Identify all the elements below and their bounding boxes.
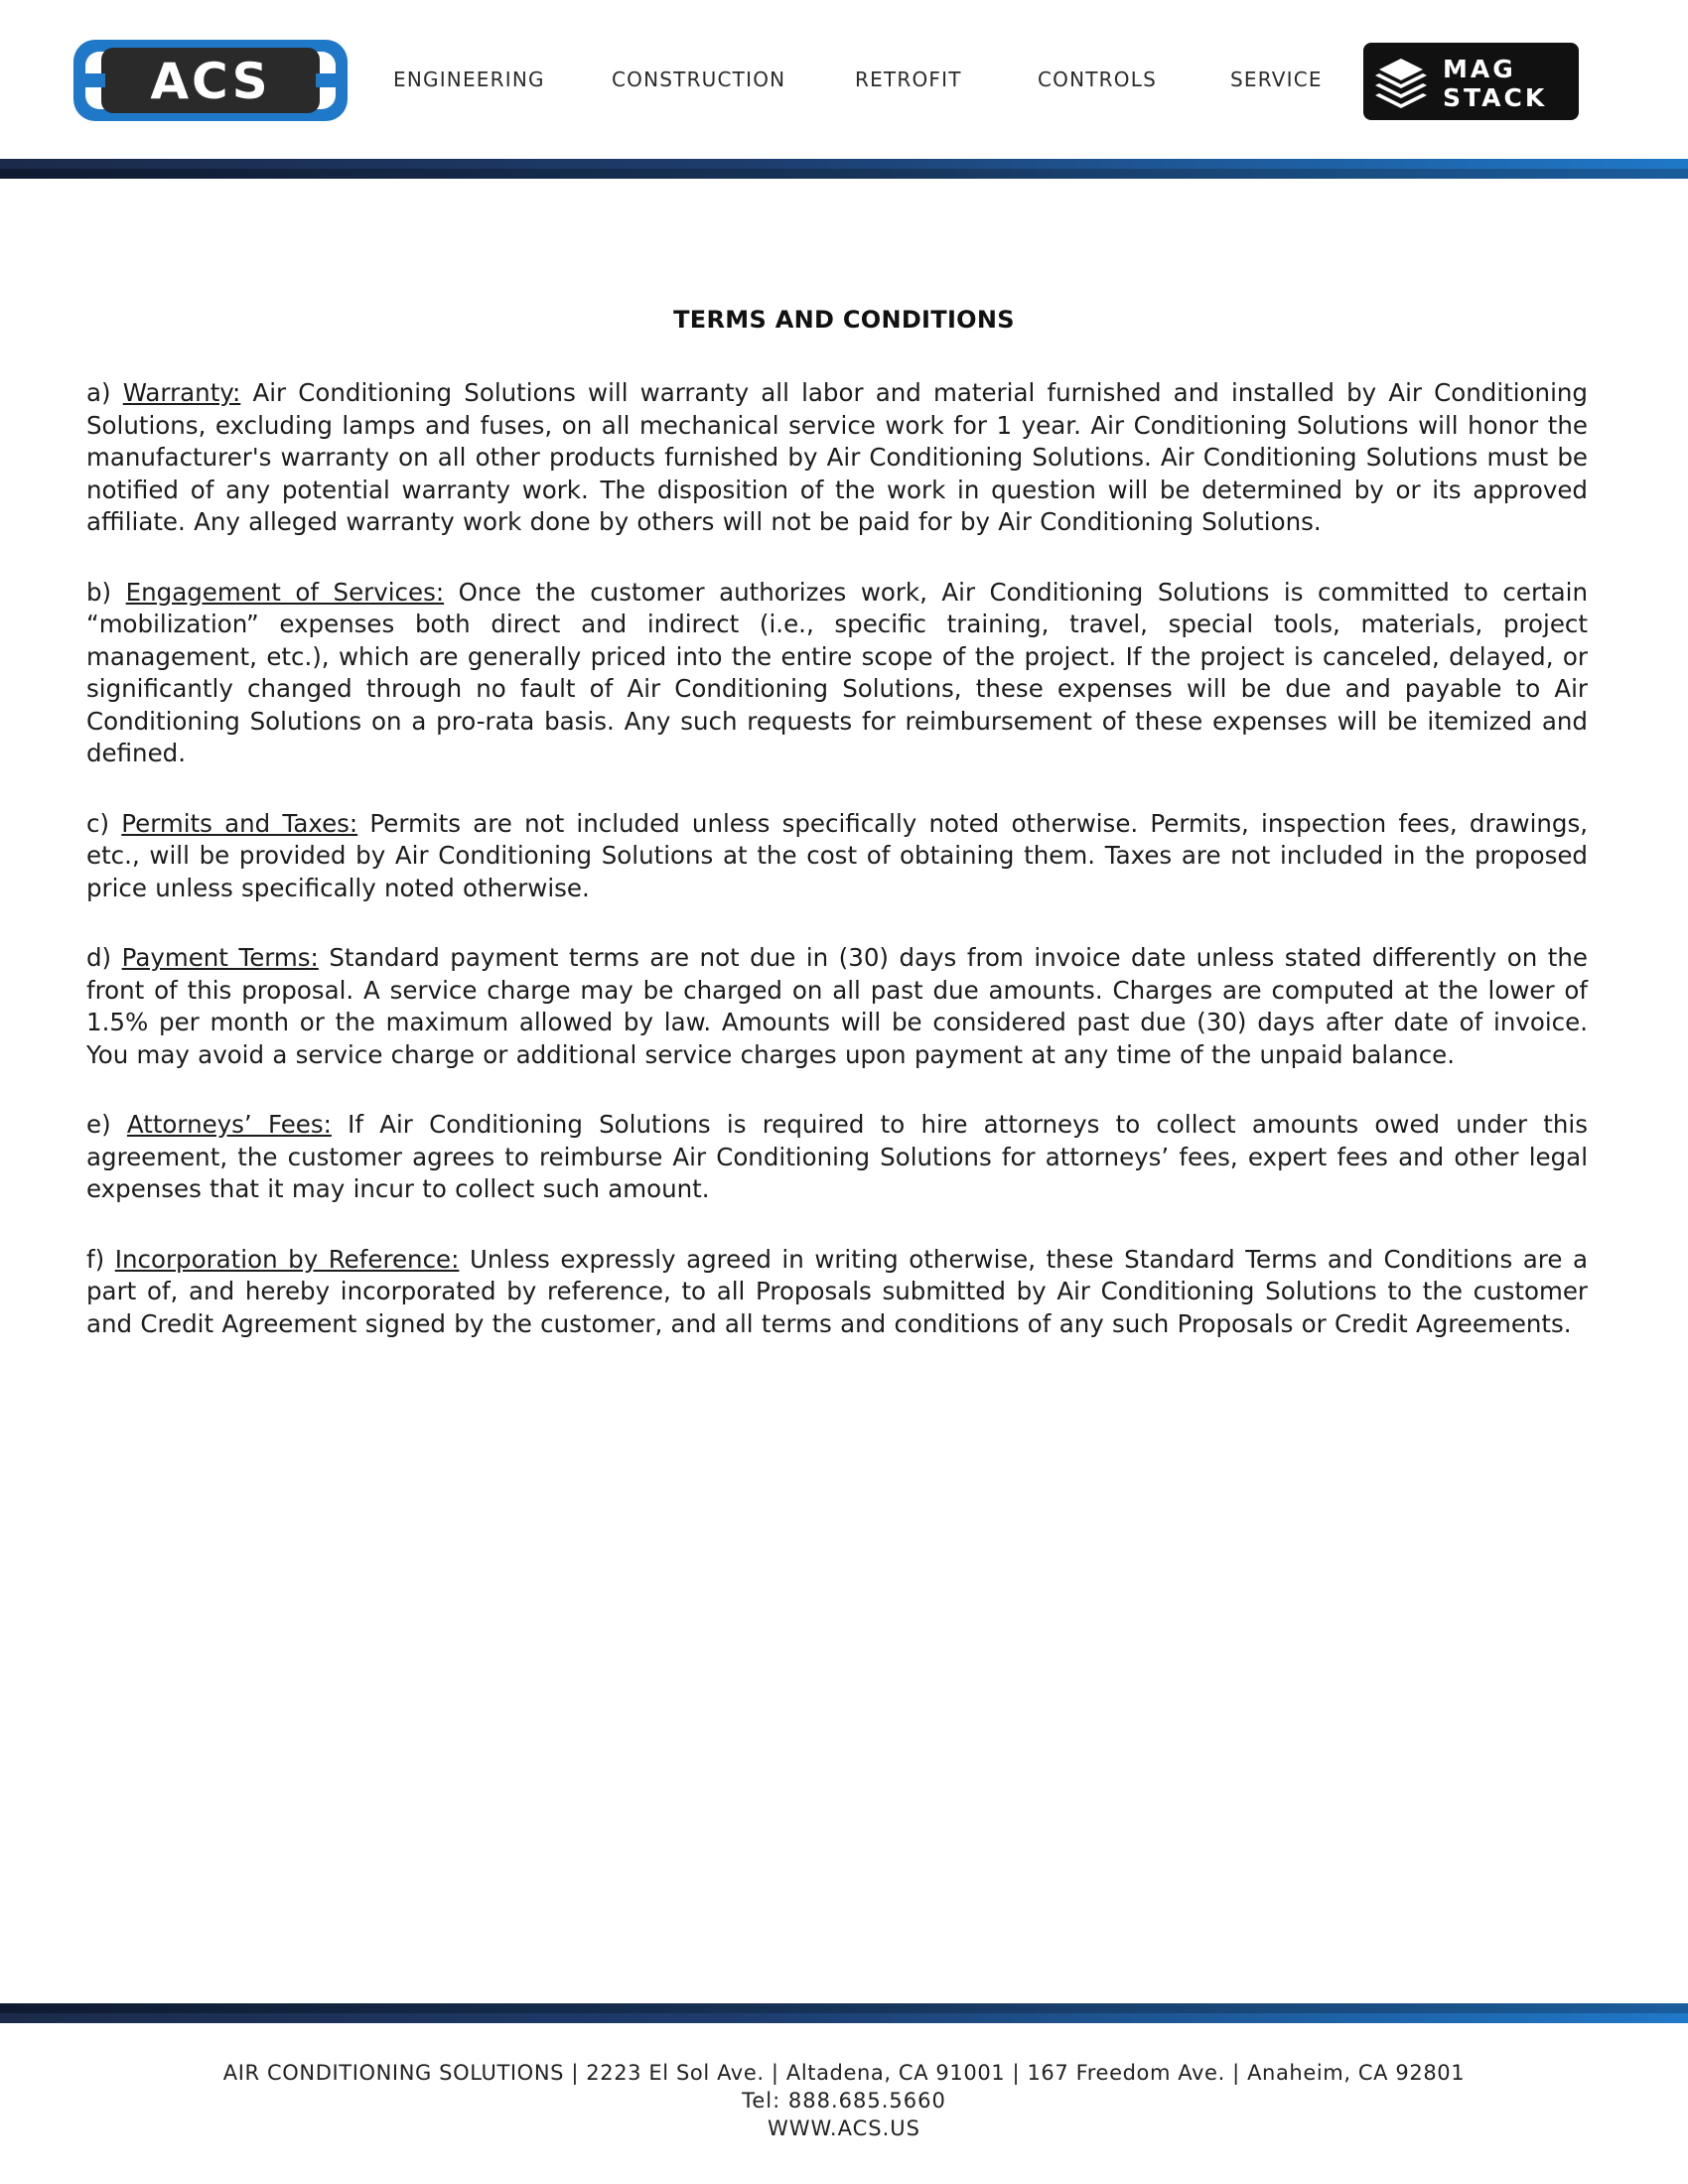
header-band-upper bbox=[0, 159, 1688, 169]
acs-logo-right-stripe bbox=[316, 73, 336, 87]
section-prefix: a) bbox=[86, 378, 111, 407]
section-heading: Payment Terms: bbox=[121, 943, 319, 972]
nav-service[interactable]: SERVICE bbox=[1230, 68, 1323, 91]
acs-logo bbox=[71, 38, 350, 123]
section-warranty bbox=[86, 377, 1588, 539]
nav-retrofit[interactable]: RETROFIT bbox=[855, 68, 962, 91]
section-incorporation bbox=[86, 1244, 1588, 1341]
footer-band-upper bbox=[0, 2003, 1688, 2013]
footer-band-lower bbox=[0, 2013, 1688, 2023]
section-heading: Warranty: bbox=[122, 378, 241, 407]
section-payment bbox=[86, 942, 1588, 1071]
page-header bbox=[0, 0, 1688, 184]
section-prefix: e) bbox=[86, 1110, 111, 1139]
section-heading: Incorporation by Reference: bbox=[114, 1244, 460, 1274]
section-heading: Engagement of Services: bbox=[125, 577, 445, 607]
section-permits bbox=[86, 808, 1588, 905]
section-body: Once the customer authorizes work, Air Conditioning Solutions is committed to certain “mobilization” expenses both direct and indirect (i.e., specific training, travel, special tools, materials, project management, etc.), which are generally priced into the entire scope of the project. If the project is canceled, delayed, or significantly changed through no fault of Air Conditioning Solutions, these expenses will be due and payable to Air Conditioning Solutions on a pro-rata basis. Any such requests for reimbursement of these expenses will be itemized and defined. bbox=[86, 577, 1588, 767]
header-band-lower bbox=[0, 169, 1688, 179]
acs-logo-text: ACS bbox=[150, 53, 271, 110]
section-prefix: c) bbox=[86, 808, 110, 838]
section-prefix: f) bbox=[86, 1244, 105, 1274]
mag-logo-line1: MAG bbox=[1443, 55, 1516, 83]
footer-address: AIR CONDITIONING SOLUTIONS | 2223 El Sol Ave. | Altadena, CA 91001 | 167 Freedom Ave. | Anaheim, CA 92801 bbox=[222, 2061, 1466, 2085]
section-heading: Permits and Taxes: bbox=[121, 808, 358, 838]
mag-logo-line2: STACK bbox=[1443, 83, 1548, 112]
section-attorneys bbox=[86, 1109, 1588, 1206]
nav-engineering[interactable]: ENGINEERING bbox=[393, 68, 545, 91]
section-engagement bbox=[86, 577, 1588, 770]
section-body: If Air Conditioning Solutions is required to hire attorneys to collect amounts owed under this agreement, the customer agrees to reimburse Air Conditioning Solutions for attorneys’ fees, expert fees and other legal expenses that it may incur to collect such amount. bbox=[86, 1110, 1589, 1203]
acs-logo-left-stripe bbox=[85, 73, 105, 87]
nav-construction[interactable]: CONSTRUCTION bbox=[612, 68, 786, 91]
section-body: Unless expressly agreed in writing otherwise, these Standard Terms and Conditions are a part of, and hereby incorporated by reference, to all Proposals submitted by Air Conditioning Solutions to the customer and Credit Agreement signed by the customer, and all terms and conditions of any such Proposals or Credit Agreements. bbox=[86, 1244, 1588, 1338]
nav-controls[interactable]: CONTROLS bbox=[1038, 68, 1157, 91]
terms-content bbox=[86, 377, 1588, 1378]
section-body: Standard payment terms are not due in (30) days from invoice date unless stated differently on the front of this proposal. A service charge may be charged on all past due amounts. Charges are computed at the lower of 1.5% per month or the maximum allowed by law. Amounts will be considered past due (30) days after date of invoice. You may avoid a service charge or additional service charges upon payment at any time of the unpaid balance. bbox=[86, 943, 1588, 1069]
mag-stack-logo bbox=[1363, 43, 1579, 120]
section-body: Air Conditioning Solutions will warranty all labor and material furnished and installed by Air Conditioning Solutions, excluding lamps and fuses, on all mechanical service work for 1 year. Air Conditioning Solutions will honor the manufacturer's warranty on all other products furnished by Air Conditioning Solutions. Air Conditioning Solutions must be notified of any potential warranty work. The disposition of the work in question will be determined by or its approved affiliate. Any alleged warranty work done by others will not be paid for by Air Conditioning Solutions. bbox=[86, 378, 1588, 536]
section-prefix: d) bbox=[86, 943, 112, 972]
section-prefix: b) bbox=[86, 577, 112, 607]
footer-website[interactable]: WWW.ACS.US bbox=[768, 2116, 920, 2140]
page-footer bbox=[0, 2061, 1688, 2140]
document-title: TERMS AND CONDITIONS bbox=[673, 306, 1015, 334]
section-body: Permits are not included unless specifically noted otherwise. Permits, inspection fees, drawings, etc., will be provided by Air Conditioning Solutions at the cost of obtaining them. Taxes are not included in the proposed price unless specifically noted otherwise. bbox=[86, 808, 1589, 902]
footer-phone[interactable]: Tel: 888.685.5660 bbox=[742, 2089, 946, 2113]
section-heading: Attorneys’ Fees: bbox=[126, 1110, 332, 1139]
